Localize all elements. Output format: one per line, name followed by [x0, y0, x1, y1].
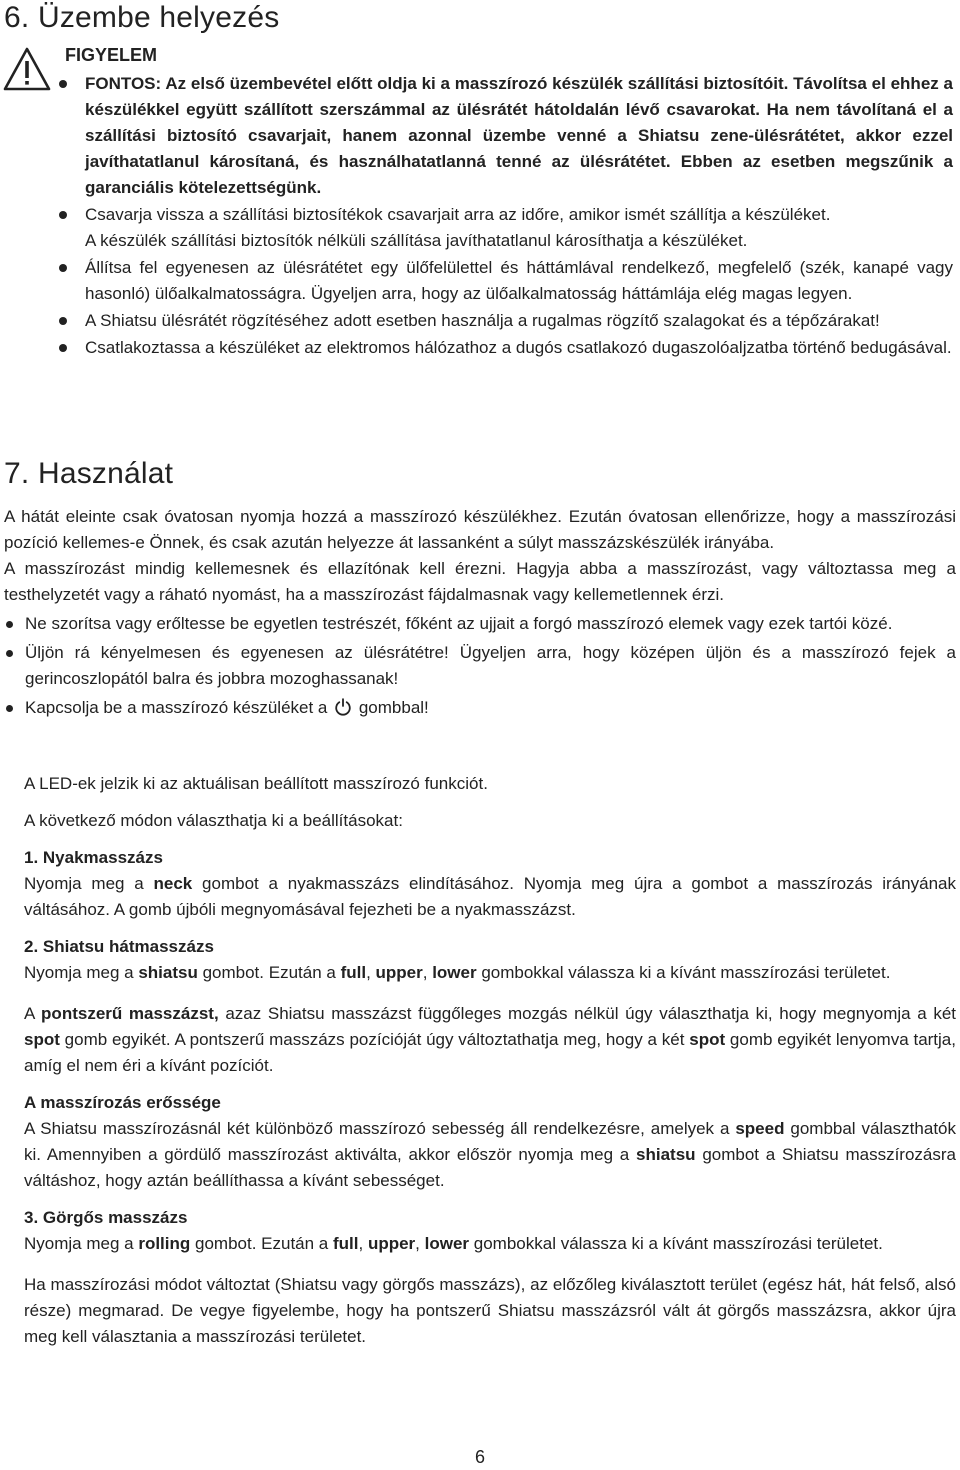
warning-bullet-important: FONTOS: Az első üzembevétel előtt oldja ki a masszírozó készülék szállítási biztosítóit. Távolítsa el ehhez a készülékkel együtt szállított szerszámmal az ülésrátét hátoldalán lévő csavarokat. Ha nem távolítaná el a szállítási biztosító csavarjait, hanem azonnal üzembe venné a Shiatsu zene-ülésrátétet, akkor ezzel javíthatatlanul károsítaná, és használhatatlanná tenné az ülésrátétet. Ebben az esetben megszűnik a garanciális kötelezettségünk. — [85, 74, 953, 197]
list-item — [85, 335, 953, 361]
button-name-rolling: rolling — [138, 1234, 191, 1253]
spacer — [24, 1194, 956, 1205]
mode-change-text: Ha masszírozási módot változtat (Shiatsu vagy görgős masszázs), az előzőleg kiválasztott terület (egész hát, hát felső, alsó része) megmarad. De vegye figyelembe, hogy ha pontszerű Shiatsu masszázsról vált át görgős masszázsra, akkor újra meg kell választania a masszírozási területet. — [24, 1275, 956, 1346]
list-item — [85, 255, 953, 307]
spacer — [24, 986, 956, 1001]
text: gombot a nyakmasszázs elindításához. Nyomja meg újra a gombot a masszírozás irányának váltásához. A gomb újbóli megnyomásával fejezheti be a nyakmasszázst. — [24, 874, 956, 919]
text: A — [24, 1004, 42, 1023]
text: gombokkal válassza ki a kívánt masszírozási területet. — [476, 963, 891, 982]
usage-body — [4, 504, 956, 724]
bullet-text-post: gombbal! — [358, 698, 429, 717]
bullet-dot — [59, 211, 67, 219]
text: gomb egyikét lenyomva tartja, amíg el nem éri a kívánt pozíciót. — [24, 1030, 956, 1075]
bullet-dot — [6, 621, 13, 628]
button-name-upper: upper — [375, 963, 423, 982]
bullet-text: Ne szorítsa vagy erőltesse be egyetlen testrészét, főként az ujjait a forgó masszírozó elemek vagy ezek tartói közé. — [25, 614, 893, 633]
text: gombot. Ezután a — [197, 963, 341, 982]
bullet-dot — [59, 344, 67, 352]
button-name-lower: lower — [432, 963, 477, 982]
section-title-installation: 6. Üzembe helyezés — [4, 1, 280, 34]
button-name-full: full — [332, 1234, 359, 1253]
warning-triangle-icon — [2, 46, 52, 92]
bullet-dot — [59, 80, 67, 88]
spot-massage-text — [24, 1001, 956, 1079]
text: , — [366, 963, 376, 982]
spacer — [24, 1079, 956, 1090]
page-number: 6 — [474, 1447, 485, 1467]
heading-rolling-massage: 3. Görgős masszázs — [24, 1208, 188, 1227]
text: gombokkal válassza ki a kívánt masszírozási területet. — [469, 1234, 883, 1253]
text: , — [415, 1234, 425, 1253]
text: Nyomja meg a — [24, 963, 139, 982]
text: , — [358, 1234, 368, 1253]
warning-title: FIGYELEM — [65, 45, 158, 65]
bullet-dot — [6, 650, 13, 657]
rolling-text — [24, 1231, 956, 1257]
button-name-shiatsu: shiatsu — [138, 963, 198, 982]
button-name-full: full — [340, 963, 367, 982]
button-name-spot: spot — [689, 1030, 726, 1049]
button-name-shiatsu: shiatsu — [636, 1145, 696, 1164]
heading-intensity: A masszírozás erőssége — [24, 1093, 221, 1112]
paragraph: A hátát eleinte csak óvatosan nyomja hozzá a masszírozó készülékhez. Ezután óvatosan ellenőrizze, hogy a masszírozási pozíció kellemes-e Önnek, és csak azután helyezze át lassanként a súlyt masszázskészülék irányába. — [4, 507, 956, 552]
bullet-dot — [6, 705, 13, 712]
warning-bullet-text: Csavarja vissza a szállítási biztosítékok csavarjait arra az időre, amikor ismét szállítja a készüléket. — [85, 205, 831, 224]
warning-bullet-text: A Shiatsu ülésrátét rögzítéséhez adott esetben használja a rugalmas rögzítő szalagokat és a tépőzárakat! — [85, 311, 880, 330]
button-name-upper: upper — [367, 1234, 416, 1253]
bullet-text-pre: Kapcsolja be a masszírozó készüléket a — [25, 698, 328, 717]
text: gombot. Ezután a — [190, 1234, 333, 1253]
text: gombbal választhatók ki. Amennyiben a gördülő masszírozást aktiválta, akkor először nyomja meg a — [24, 1119, 956, 1164]
usage-bullet-list — [4, 611, 956, 721]
term-spot-massage: pontszerű masszázst, — [41, 1004, 219, 1023]
spacer — [24, 1257, 956, 1272]
section-title-usage: 7. Használat — [4, 457, 174, 490]
text: azaz Shiatsu masszázst függőleges mozgás nélkül úgy választhatja ki, hogy megnyomja a két — [218, 1004, 957, 1023]
warning-bullet-text: Csatlakoztassa a készüléket az elektromos hálózathoz a dugós csatlakozó dugaszolóaljzatba történő bedugásával. — [85, 338, 952, 357]
led-info: A LED-ek jelzik ki az aktuálisan beállított masszírozó funkciót. — [24, 774, 488, 793]
bullet-text — [25, 695, 956, 721]
neck-text — [24, 871, 956, 923]
list-item — [85, 202, 953, 254]
text: gomb egyikét. A pontszerű masszázs pozícióját úgy változtathatja meg, hogy a két — [59, 1030, 690, 1049]
settings-section — [24, 771, 956, 1350]
list-item — [4, 695, 956, 721]
text: gombot a Shiatsu masszírozásra váltáshoz, hogy aztán beállíthassa a kívánt sebességet. — [24, 1145, 956, 1190]
button-name-spot: spot — [24, 1030, 60, 1049]
warning-list — [85, 71, 953, 362]
bullet-text: Üljön rá kényelmesen és egyenesen az ülésrátétre! Ügyeljen arra, hogy középen üljön és a masszírozó fejek a gerincoszlopától balra és jobbra mozoghassanak! — [25, 643, 956, 688]
text: Nyomja meg a — [24, 1234, 139, 1253]
paragraph: A masszírozást mindig kellemesnek és ellazítónak kell érezni. Hagyja abba a masszírozást, vagy változtassa meg a testhelyzetét vagy a ráható nyomást, ha a masszírozást fájdalmasnak vagy kellemetlennek érzi. — [4, 559, 956, 604]
text: , — [422, 963, 433, 982]
text: A Shiatsu masszírozásnál két különböző masszírozó sebesség áll rendelkezésre, amelyek a — [24, 1119, 736, 1138]
warning-bullet-text: Állítsa fel egyenesen az ülésrátétet egy ülőfelülettel és háttámlával rendelkező, megfelelő (szék, kanapé vagy hasonló) ülőalkalmatosságra. Ügyeljen arra, hogy az ülőalkalmatosság háttámlája elég magas legyen. — [85, 258, 953, 303]
list-item — [85, 308, 953, 334]
shiatsu-text — [24, 960, 956, 986]
intensity-text — [24, 1116, 956, 1194]
button-name-speed: speed — [735, 1119, 785, 1138]
button-name-neck: neck — [153, 874, 193, 893]
bullet-dot — [59, 317, 67, 325]
spacer — [24, 923, 956, 934]
choose-info: A következő módon választhatja ki a beállításokat: — [24, 811, 403, 830]
list-item — [4, 611, 956, 637]
heading-neck-massage: 1. Nyakmasszázs — [24, 848, 163, 867]
button-name-lower: lower — [424, 1234, 470, 1253]
list-item — [85, 71, 953, 201]
list-item — [4, 640, 956, 692]
bullet-dot — [59, 264, 67, 272]
heading-shiatsu-massage: 2. Shiatsu hátmasszázs — [24, 937, 214, 956]
text: Nyomja meg a — [24, 874, 154, 893]
spacer — [24, 834, 956, 845]
spacer — [24, 797, 956, 808]
power-icon — [334, 698, 352, 716]
warning-bullet-text: A készülék szállítási biztosítók nélküli szállítása javíthatatlanul károsíthatja a készüléket. — [85, 231, 748, 250]
